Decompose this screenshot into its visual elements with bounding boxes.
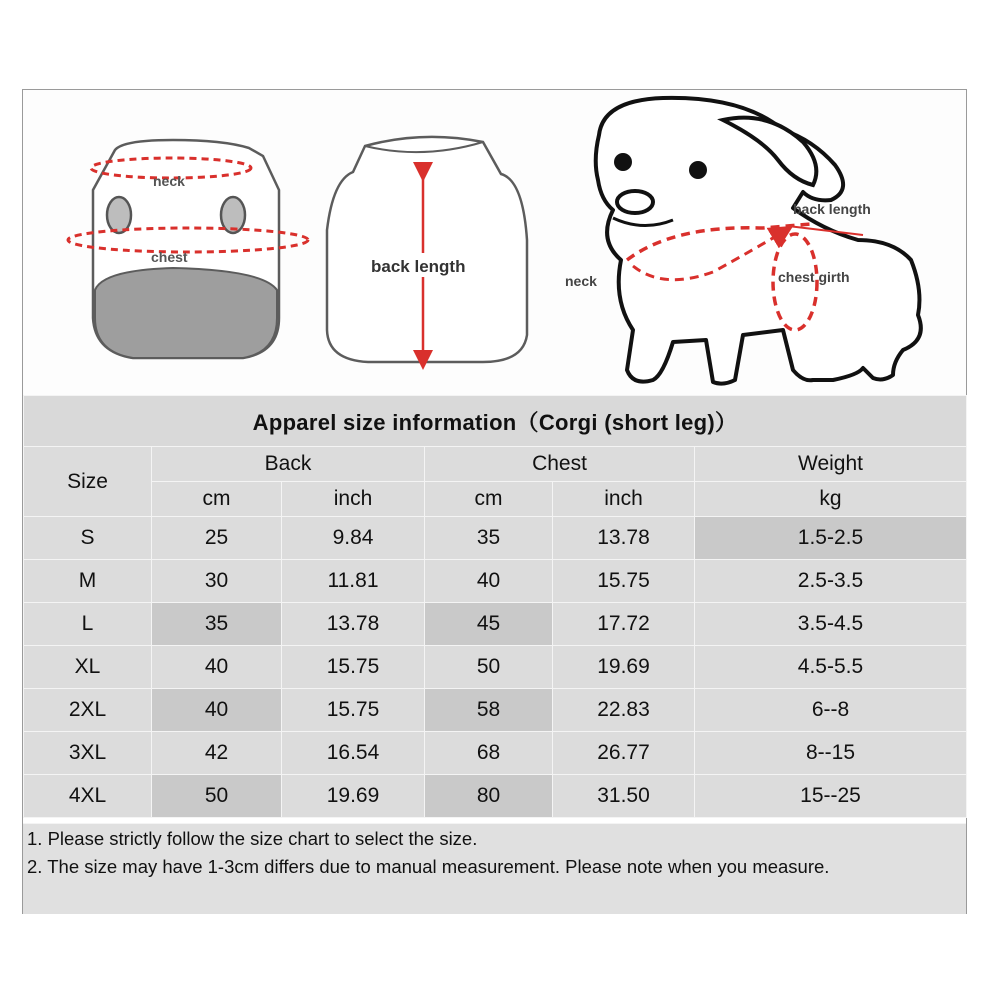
- back-cm-cell: 40: [152, 689, 282, 732]
- front-neck-label: neck: [153, 173, 185, 189]
- chest-inch-cell: 31.50: [553, 775, 695, 818]
- size-table-wrap: [23, 395, 966, 818]
- measurement-illustration: [23, 90, 966, 395]
- chest-inch-cell: 13.78: [553, 517, 695, 560]
- chest-cm-cell: 40: [425, 560, 553, 603]
- unit-header: kg: [695, 482, 967, 517]
- size-cell: L: [24, 603, 152, 646]
- size-cell: 3XL: [24, 732, 152, 775]
- weight-cell: 4.5-5.5: [695, 646, 967, 689]
- dog-chest-girth-label: chest girth: [778, 269, 850, 285]
- table-title: Apparel size information（Corgi (short leg)）: [24, 396, 967, 447]
- chest-inch-cell: 17.72: [553, 603, 695, 646]
- unit-header: cm: [425, 482, 553, 517]
- dog-neck-label: neck: [565, 273, 597, 289]
- table-row: [24, 732, 967, 775]
- size-notes: [23, 823, 966, 914]
- dog-diagram: [565, 98, 921, 384]
- back-cm-cell: 30: [152, 560, 282, 603]
- chest-inch-cell: 15.75: [553, 560, 695, 603]
- chest-cm-cell: 50: [425, 646, 553, 689]
- size-cell: 4XL: [24, 775, 152, 818]
- chest-cm-cell: 58: [425, 689, 553, 732]
- chest-inch-cell: 26.77: [553, 732, 695, 775]
- back-garment-diagram: [327, 137, 527, 362]
- size-table: [23, 395, 967, 818]
- chest-cm-cell: 68: [425, 732, 553, 775]
- size-cell: XL: [24, 646, 152, 689]
- back-inch-cell: 13.78: [282, 603, 425, 646]
- unit-header: inch: [282, 482, 425, 517]
- table-row: [24, 646, 967, 689]
- table-row: [24, 775, 967, 818]
- note-1: 1. Please strictly follow the size chart to select the size.: [27, 828, 478, 849]
- chest-inch-cell: 22.83: [553, 689, 695, 732]
- back-cm-cell: 25: [152, 517, 282, 560]
- measurement-diagrams: [23, 90, 966, 395]
- chest-header: Chest: [425, 447, 695, 482]
- size-cell: 2XL: [24, 689, 152, 732]
- table-row: [24, 560, 967, 603]
- weight-cell: 8--15: [695, 732, 967, 775]
- back-inch-cell: 19.69: [282, 775, 425, 818]
- table-row: [24, 603, 967, 646]
- size-cell: S: [24, 517, 152, 560]
- table-row: [24, 689, 967, 732]
- front-chest-label: chest: [151, 249, 188, 265]
- chest-cm-cell: 80: [425, 775, 553, 818]
- chest-cm-cell: 45: [425, 603, 553, 646]
- chest-cm-cell: 35: [425, 517, 553, 560]
- back-inch-cell: 16.54: [282, 732, 425, 775]
- front-garment-diagram: [68, 140, 308, 358]
- weight-cell: 6--8: [695, 689, 967, 732]
- weight-cell: 15--25: [695, 775, 967, 818]
- note-2: 2. The size may have 1-3cm differs due to manual measurement. Please note when you measure.: [27, 856, 830, 877]
- size-header: Size: [24, 447, 152, 517]
- back-cm-cell: 42: [152, 732, 282, 775]
- size-chart-sheet: [22, 89, 967, 914]
- dog-back-length-label: back length: [793, 201, 871, 217]
- weight-header: Weight: [695, 447, 967, 482]
- table-row: [24, 517, 967, 560]
- back-header: Back: [152, 447, 425, 482]
- back-cm-cell: 35: [152, 603, 282, 646]
- back-cm-cell: 40: [152, 646, 282, 689]
- size-cell: M: [24, 560, 152, 603]
- back-cm-cell: 50: [152, 775, 282, 818]
- back-inch-cell: 11.81: [282, 560, 425, 603]
- back-length-label: back length: [371, 257, 466, 276]
- weight-cell: 1.5-2.5: [695, 517, 967, 560]
- chest-inch-cell: 19.69: [553, 646, 695, 689]
- back-inch-cell: 15.75: [282, 646, 425, 689]
- back-inch-cell: 15.75: [282, 689, 425, 732]
- weight-cell: 2.5-3.5: [695, 560, 967, 603]
- unit-header: inch: [553, 482, 695, 517]
- unit-header: cm: [152, 482, 282, 517]
- back-inch-cell: 9.84: [282, 517, 425, 560]
- weight-cell: 3.5-4.5: [695, 603, 967, 646]
